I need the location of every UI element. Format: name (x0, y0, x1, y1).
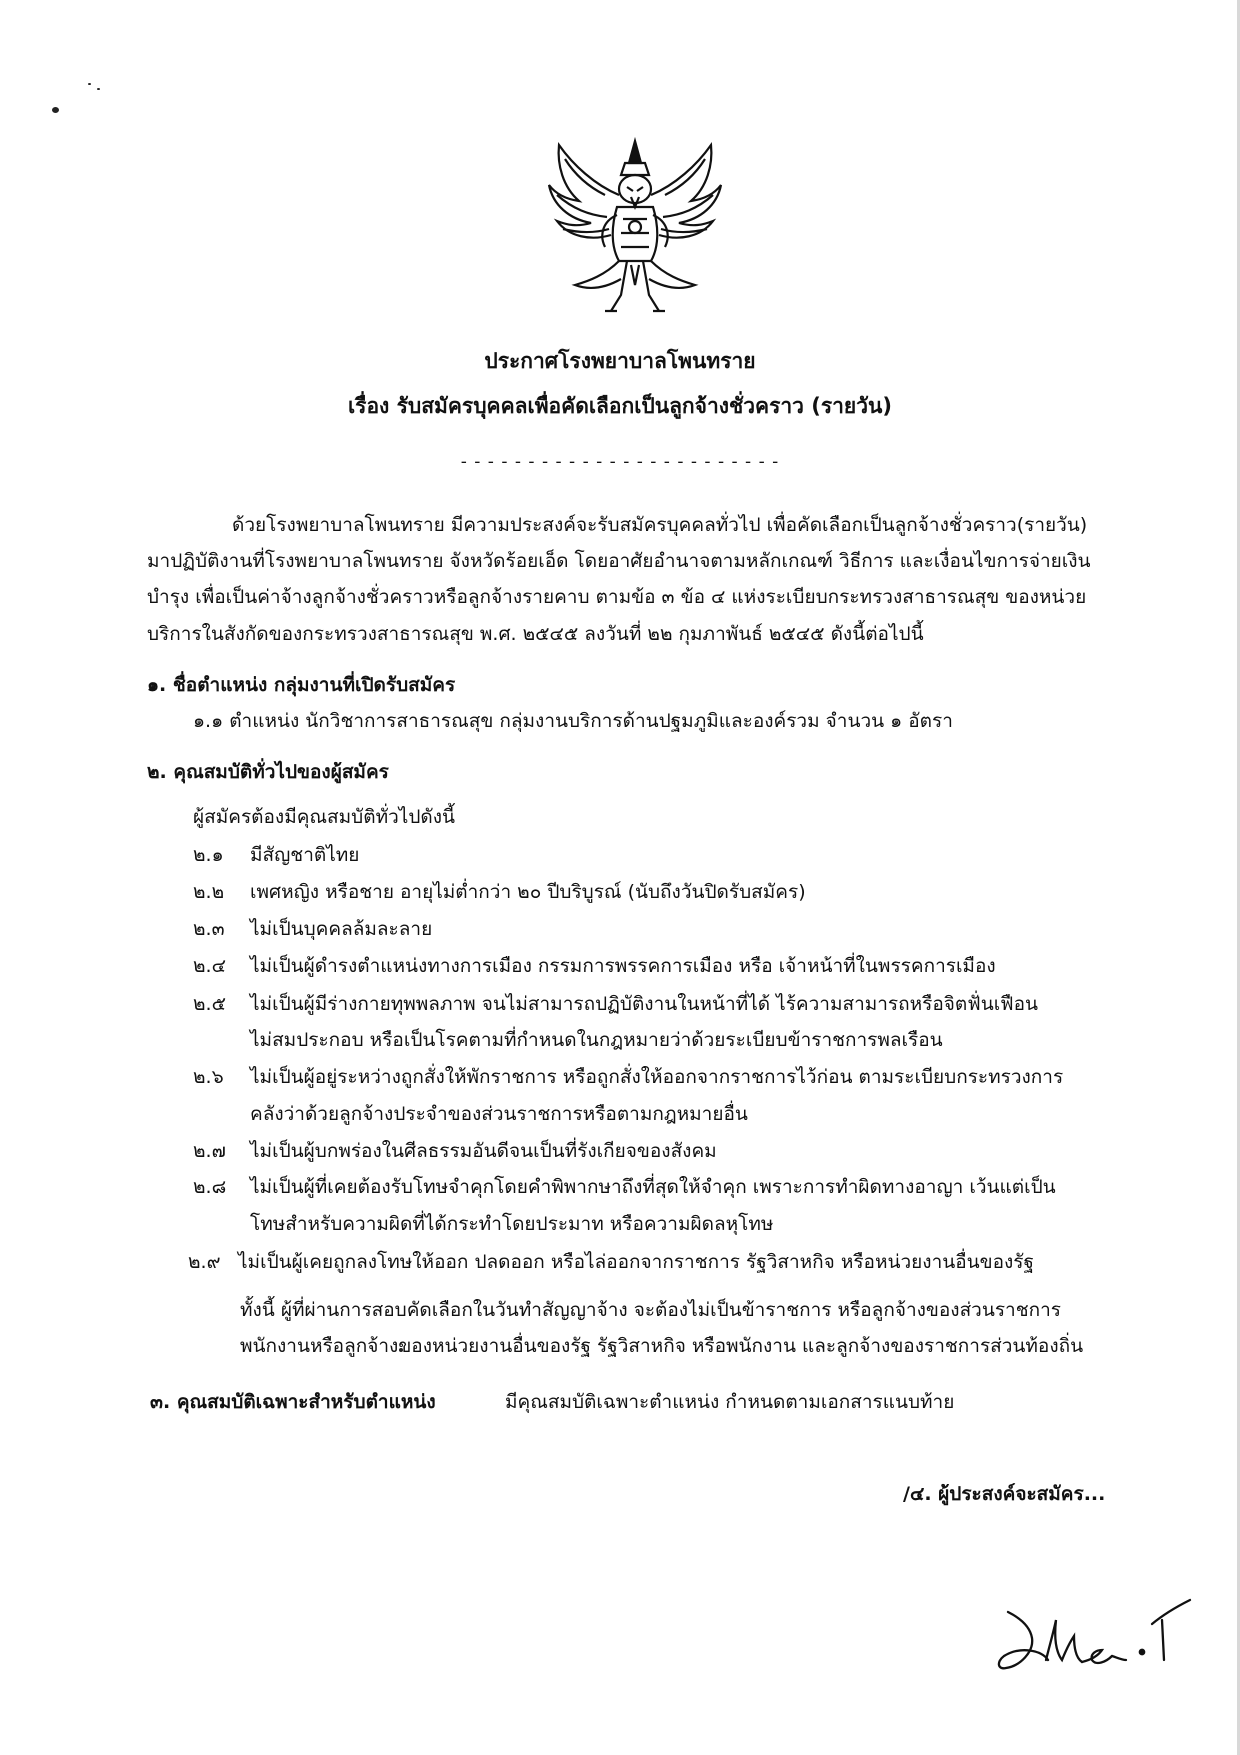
item-text: ไม่เป็นผู้อยู่ระหว่างถูกสั่งให้พักราชการ หรือถูกสั่งให้ออกจากราชการไว้ก่อน ตามระเบียบกระทรวงการ (250, 1066, 1064, 1088)
item-text: มีสัญชาติไทย (250, 844, 360, 866)
document-subject: เรื่อง รับสมัครบุคคลเพื่อคัดเลือกเป็นลูกจ้างชั่วคราว (รายวัน) (347, 394, 892, 418)
item-number: ๒.๗ (193, 1140, 226, 1162)
item-text: ไม่เป็นผู้มีร่างกายทุพพลภาพ จนไม่สามารถปฏิบัติงานในหน้าที่ได้ ไร้ความสามารถหรือจิตฟั่นเฟือน (250, 993, 1039, 1015)
header-divider: - - - - - - - - - - - - - - - - - - - - - - - - (460, 452, 780, 472)
garuda-emblem-icon (545, 135, 725, 320)
item-number: ๒.๓ (193, 918, 225, 940)
item-text: คลังว่าด้วยลูกจ้างประจำของส่วนราชการหรือตามกฎหมายอื่น (250, 1103, 748, 1125)
item-number: ๒.๔ (193, 955, 226, 977)
item-text: ไม่สมประกอบ หรือเป็นโรคตามที่กำหนดในกฎหมายว่าด้วยระเบียบข้าราชการพลเรือน (250, 1029, 943, 1051)
scan-speck (88, 83, 91, 85)
section-1-heading: ๑. ชื่อตำแหน่ง กลุ่มงานที่เปิดรับสมัคร (147, 674, 456, 696)
scan-speck (52, 107, 59, 113)
scan-speck (97, 88, 100, 90)
intro-line: มาปฏิบัติงานที่โรงพยาบาลโพนทราย จังหวัดร้อยเอ็ด โดยอาศัยอำนาจตามหลักเกณฑ์ วิธีการ และเงื่อนไขการจ่ายเงิน (147, 550, 1091, 572)
section-2-note: ทั้งนี้ ผู้ที่ผ่านการสอบคัดเลือกในวันทำสัญญาจ้าง จะต้องไม่เป็นข้าราชการ หรือลูกจ้างของส่วนราชการ (240, 1299, 1061, 1321)
intro-line: บริการในสังกัดของกระทรวงสาธารณสุข พ.ศ. ๒๕๔๕ ลงวันที่ ๒๒ กุมภาพันธ์ ๒๕๔๕ ดังนี้ต่อไปนี้ (147, 623, 924, 645)
item-number: ๒.๙ (188, 1251, 221, 1273)
item-number: ๒.๖ (193, 1066, 224, 1088)
item-text: ไม่เป็นผู้เคยถูกลงโทษให้ออก ปลดออก หรือไล่ออกจากราชการ รัฐวิสาหกิจ หรือหน่วยงานอื่นของรัฐ (238, 1251, 1034, 1273)
item-text: ไม่เป็นผู้ที่เคยต้องรับโทษจำคุกโดยคำพิพากษาถึงที่สุดให้จำคุก เพราะการทำผิดทางอาญา เว้นแต่เป็น (250, 1176, 1056, 1198)
item-text: เพศหญิง หรือชาย อายุไม่ต่ำกว่า ๒๐ ปีบริบูรณ์ (นับถึงวันปิดรับสมัคร) (250, 881, 806, 903)
item-text: โทษสำหรับความผิดที่ได้กระทำโดยประมาท หรือความผิดลหุโทษ (250, 1213, 774, 1235)
item-text: ไม่เป็นผู้ดำรงตำแหน่งทางการเมือง กรรมการพรรคการเมือง หรือ เจ้าหน้าที่ในพรรคการเมือง (250, 955, 996, 977)
document-title: ประกาศโรงพยาบาลโพนทราย (484, 349, 756, 373)
section-2-lead: ผู้สมัครต้องมีคุณสมบัติทั่วไปดังนี้ (193, 806, 455, 828)
item-text: ไม่เป็นผู้บกพร่องในศีลธรรมอันดีจนเป็นที่รังเกียจของสังคม (250, 1140, 717, 1162)
item-number: ๒.๒ (193, 881, 225, 903)
continuation-note: /๔. ผู้ประสงค์จะสมัคร... (903, 1483, 1106, 1505)
section-1-item: ๑.๑ ตำแหน่ง นักวิชาการสาธารณสุข กลุ่มงานบริการด้านปฐมภูมิและองค์รวม จำนวน ๑ อัตรา (193, 710, 953, 732)
intro-line: ด้วยโรงพยาบาลโพนทราย มีความประสงค์จะรับสมัครบุคคลทั่วไป เพื่อคัดเลือกเป็นลูกจ้างชั่วคราว(รายวัน) (232, 514, 1088, 536)
intro-line: บำรุง เพื่อเป็นค่าจ้างลูกจ้างชั่วคราวหรือลูกจ้างรายคาบ ตามข้อ ๓ ข้อ ๔ แห่งระเบียบกระทรวงสาธารณสุข ของหน่วย (147, 586, 1087, 608)
section-3-heading: ๓. คุณสมบัติเฉพาะสำหรับตำแหน่ง (150, 1391, 436, 1413)
signature-icon (990, 1590, 1195, 1685)
item-text: ไม่เป็นบุคคลล้มละลาย (250, 918, 433, 940)
section-2-heading: ๒. คุณสมบัติทั่วไปของผู้สมัคร (147, 761, 389, 783)
section-3-text: มีคุณสมบัติเฉพาะตำแหน่ง กำหนดตามเอกสารแนบท้าย (505, 1391, 955, 1413)
section-2-note: พนักงานหรือลูกจ้างของหน่วยงานอื่นของรัฐ รัฐวิสาหกิจ หรือพนักงาน และลูกจ้างของราชการส่วนท้องถิ่น (240, 1335, 1084, 1357)
item-number: ๒.๕ (193, 993, 226, 1015)
item-number: ๒.๘ (193, 1176, 227, 1198)
item-number: ๒.๑ (193, 844, 224, 866)
